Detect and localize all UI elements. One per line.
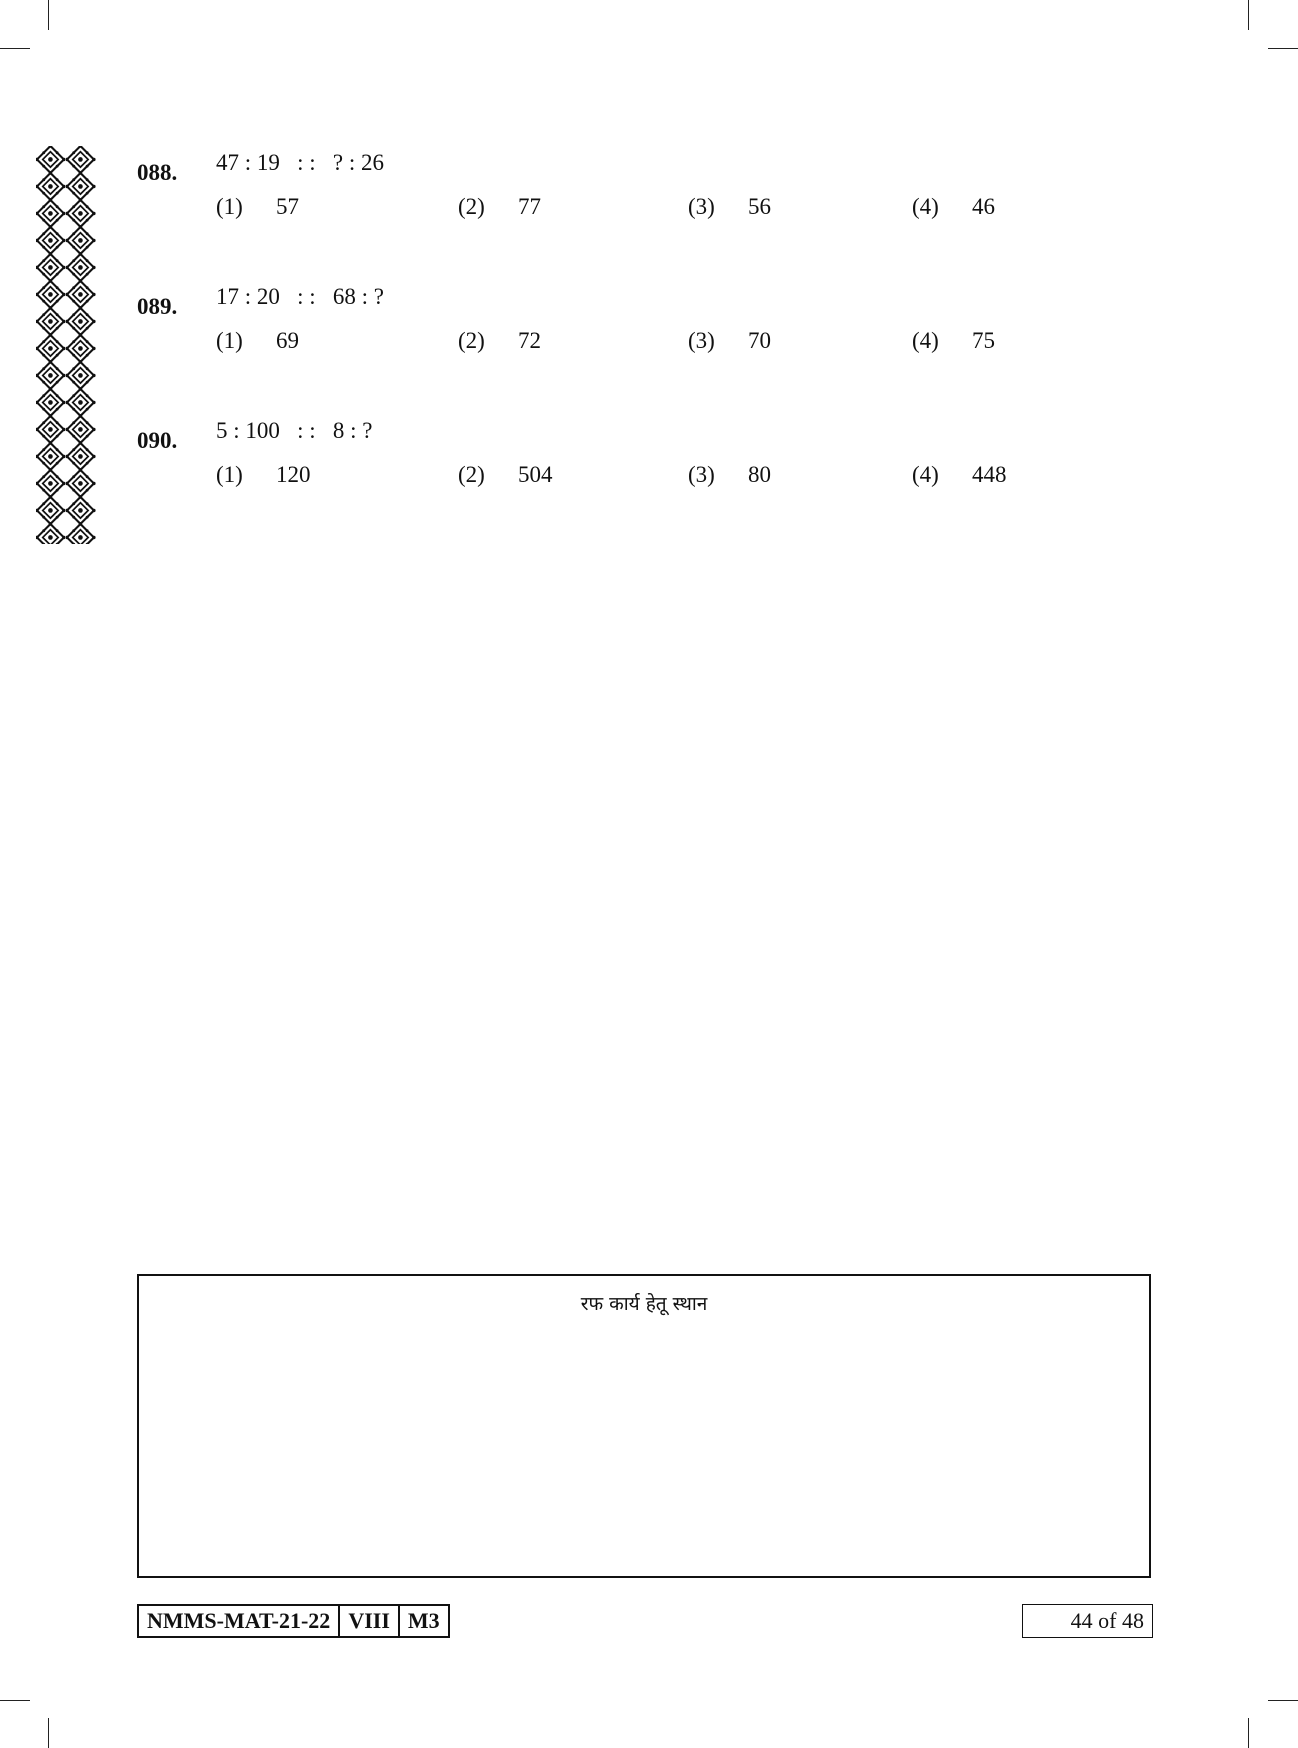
crop-mark (48, 0, 49, 30)
crop-mark (1268, 1700, 1298, 1701)
option-label: (3) (688, 328, 715, 353)
option-label: (1) (216, 328, 243, 353)
option-label: (4) (912, 462, 939, 487)
question-stem: 17 : 20 : : 68 : ? (216, 284, 385, 309)
paper-code-box (137, 1604, 450, 1638)
option-value: 80 (748, 462, 771, 487)
page-number: 44 of 48 (1022, 1604, 1153, 1638)
option-label: (4) (912, 194, 939, 219)
option-4 (912, 328, 995, 354)
option-label: (3) (688, 194, 715, 219)
option-value: 504 (518, 462, 553, 487)
question-stem: 47 : 19 : : ? : 26 (216, 150, 385, 175)
class-code: VIII (340, 1606, 400, 1636)
option-label: (1) (216, 462, 243, 487)
option-1 (216, 194, 299, 220)
crop-mark (1248, 1718, 1249, 1748)
crop-mark (1268, 48, 1298, 49)
option-value: 70 (748, 328, 771, 353)
option-3 (688, 328, 771, 354)
option-4 (912, 462, 1007, 488)
option-value: 120 (276, 462, 311, 487)
option-label: (2) (458, 194, 485, 219)
crop-mark (0, 48, 30, 49)
option-2 (458, 328, 541, 354)
crop-mark (48, 1718, 49, 1748)
question-number: 089. (137, 294, 178, 319)
option-value: 56 (748, 194, 771, 219)
option-1 (216, 462, 311, 488)
option-label: (3) (688, 462, 715, 487)
option-value: 72 (518, 328, 541, 353)
option-2 (458, 194, 541, 220)
question-number: 088. (137, 160, 178, 185)
question-stem: 5 : 100 : : 8 : ? (216, 418, 373, 443)
rough-work-area (137, 1274, 1151, 1578)
question-number: 090. (137, 428, 178, 453)
option-label: (2) (458, 328, 485, 353)
option-3 (688, 462, 771, 488)
option-value: 75 (972, 328, 995, 353)
set-code: M3 (407, 1608, 440, 1633)
option-label: (2) (458, 462, 485, 487)
crop-mark (0, 1700, 30, 1701)
option-2 (458, 462, 553, 488)
option-value: 448 (972, 462, 1007, 487)
option-value: 77 (518, 194, 541, 219)
crop-mark (1248, 0, 1249, 30)
ornament-strip (36, 146, 96, 544)
option-3 (688, 194, 771, 220)
option-1 (216, 328, 299, 354)
paper-code: NMMS-MAT-21-22 (139, 1606, 340, 1636)
option-label: (4) (912, 328, 939, 353)
option-label: (1) (216, 194, 243, 219)
option-value: 69 (276, 328, 299, 353)
option-4 (912, 194, 995, 220)
rough-work-title: रफ कार्य हेतू स्थान (580, 1293, 708, 1315)
option-value: 57 (276, 194, 299, 219)
option-value: 46 (972, 194, 995, 219)
